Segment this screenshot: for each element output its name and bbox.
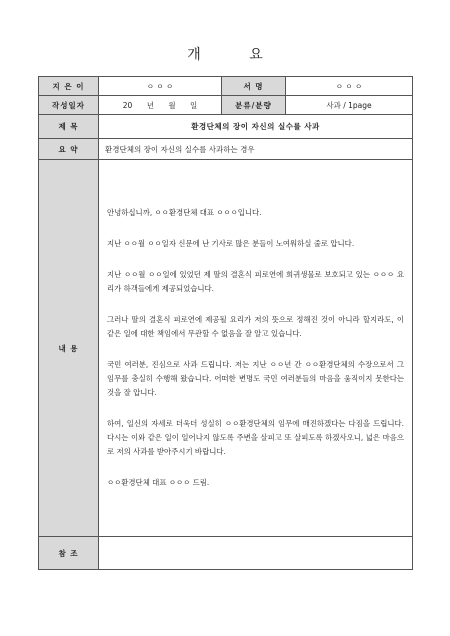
content-paragraph: 지난 ㅇㅇ월 ㅇㅇ일에 있었던 제 딸의 결혼식 피로연에 희귀생물로 보호되고 있는 ㅇㅇㅇ 요리가 하객들에게 제공되었습니다. (107, 269, 404, 293)
reference-value (99, 537, 413, 570)
date-value: 20 년 월 일 (99, 96, 222, 115)
date-row (39, 96, 413, 115)
author-value: ㅇ ㅇ ㅇ (99, 77, 222, 96)
signature-label: 서 명 (222, 77, 286, 96)
reference-row (39, 537, 413, 570)
document-title: 개 요 (187, 47, 285, 63)
category-value: 사과 / 1page (286, 96, 413, 115)
content-paragraph: 그러나 딸의 결혼식 피로연에 제공될 요리가 저의 뜻으로 정해진 것이 아니라 할지라도, 이 같은 일에 대한 책임에서 무관할 수 없음을 잘 알고 있습니다. (107, 314, 404, 338)
content-row (39, 160, 413, 537)
subject-label: 제 목 (39, 115, 99, 139)
subject-value: 환경단체의 장이 자신의 실수를 사과 (99, 115, 413, 139)
summary-row (39, 139, 413, 160)
summary-value: 환경단체의 장이 자신의 실수를 사과하는 경우 (99, 139, 413, 160)
category-label: 분류/분량 (222, 96, 286, 115)
summary-form-table (38, 76, 413, 570)
content-paragraph: 하여, 일신의 자세로 더욱더 성실히 ㅇㅇ환경단체의 임무에 매진하겠다는 다짐을 드립니다. 다시는 이와 같은 일이 일어나지 않도록 주변을 살피고 또 살피도록 하겠사오니, 넓은 마음으로 저의 사과를 받아주시기 바랍니다. (107, 418, 404, 456)
reference-label: 참 조 (39, 537, 99, 570)
signature-value: ㅇ ㅇ ㅇ (286, 77, 413, 96)
author-label: 지 은 이 (39, 77, 99, 96)
content-label: 내 용 (39, 160, 99, 537)
author-row (39, 77, 413, 96)
subject-row (39, 115, 413, 139)
content-paragraph: 국민 여러분, 진심으로 사과 드립니다. 저는 지난 ㅇㅇ년 간 ㅇㅇ환경단체의 수장으로서 그 임무를 충실히 수행해 왔습니다. 어떠한 변명도 국민 여러분들의 마음을 움직이지 못한다는 것을 잘 압니다. (107, 359, 404, 397)
date-label: 작성일자 (39, 96, 99, 115)
summary-label: 요 약 (39, 139, 99, 160)
content-paragraph: 안녕하십니까, ㅇㅇ환경단체 대표 ㅇㅇㅇ입니다. (107, 207, 262, 217)
content-paragraph: ㅇㅇ환경단체 대표 ㅇㅇㅇ 드림. (107, 477, 210, 487)
content-body (99, 160, 413, 537)
content-paragraph: 지난 ㅇㅇ월 ㅇㅇ일자 신문에 난 기사로 많은 분들이 노여워하실 줄로 압니다. (107, 238, 355, 248)
